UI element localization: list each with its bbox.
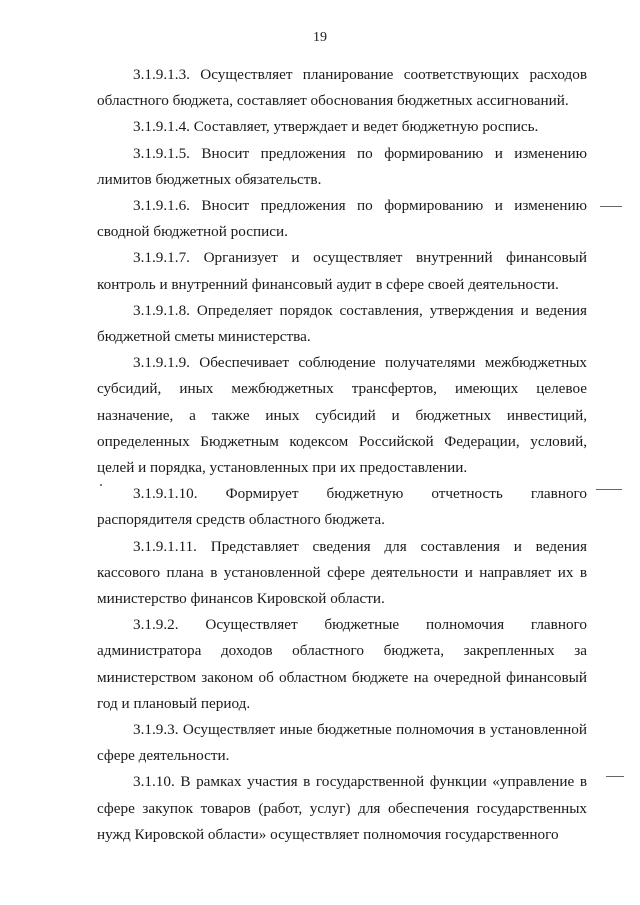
paragraph: 3.1.9.1.6. Вносит предложения по формированию и изменению сводной бюджетной росписи. bbox=[97, 197, 587, 241]
paragraph: 3.1.9.1.9. Обеспечивает соблюдение получателями межбюджетных субсидий, иных межбюджетных трансфертов, имеющих целевое назначение, а также иных субсидий и бюджетных инвестиций, определенных Бюджетным кодексом Российской Федерации, условий, целей и порядка, установленных при их предоставлении. bbox=[97, 354, 587, 477]
scan-mark bbox=[606, 776, 624, 777]
paragraph: 3.1.9.1.5. Вносит предложения по формированию и изменению лимитов бюджетных обязательств. bbox=[97, 144, 587, 188]
page-number: 19 bbox=[313, 30, 327, 45]
paragraph: 3.1.9.1.11. Представляет сведения для составления и ведения кассового плана в установленной сфере деятельности и направляет их в министерство финансов Кировской области. bbox=[97, 537, 587, 608]
paragraph: 3.1.9.2. Осуществляет бюджетные полномочия главного администратора доходов областного бюджета, закрепленных за министерством законом об областном бюджете на очередной финансовый год и плановый период. bbox=[97, 616, 587, 712]
paragraph: 3.1.9.1.7. Организует и осуществляет внутренний финансовый контроль и внутренний финансовый аудит в сфере своей деятельности. bbox=[97, 249, 587, 293]
paragraph: 3.1.9.1.8. Определяет порядок составления, утверждения и ведения бюджетной сметы министерства. bbox=[97, 301, 587, 346]
scan-mark bbox=[600, 206, 622, 207]
scan-mark bbox=[596, 489, 622, 490]
paragraph: 3.1.10. В рамках участия в государственной функции «управление в сфере закупок товаров (работ, услуг) для обеспечения государственных нужд Кировской области» осуществляет полномочия государственного bbox=[97, 773, 587, 843]
paragraph: 3.1.9.1.3. Осуществляет планирование соответствующих расходов областного бюджета, составляет обоснования бюджетных ассигнований. bbox=[97, 66, 587, 110]
paragraph: 3.1.9.1.10. Формирует бюджетную отчетность главного распорядителя средств областного бюджета. bbox=[97, 485, 587, 529]
document-body bbox=[97, 62, 587, 848]
paragraph: 3.1.9.3. Осуществляет иные бюджетные полномочия в установленной сфере деятельности. bbox=[97, 721, 587, 765]
scan-dot bbox=[100, 484, 102, 486]
paragraph: 3.1.9.1.4. Составляет, утверждает и ведет бюджетную роспись. bbox=[133, 118, 539, 136]
